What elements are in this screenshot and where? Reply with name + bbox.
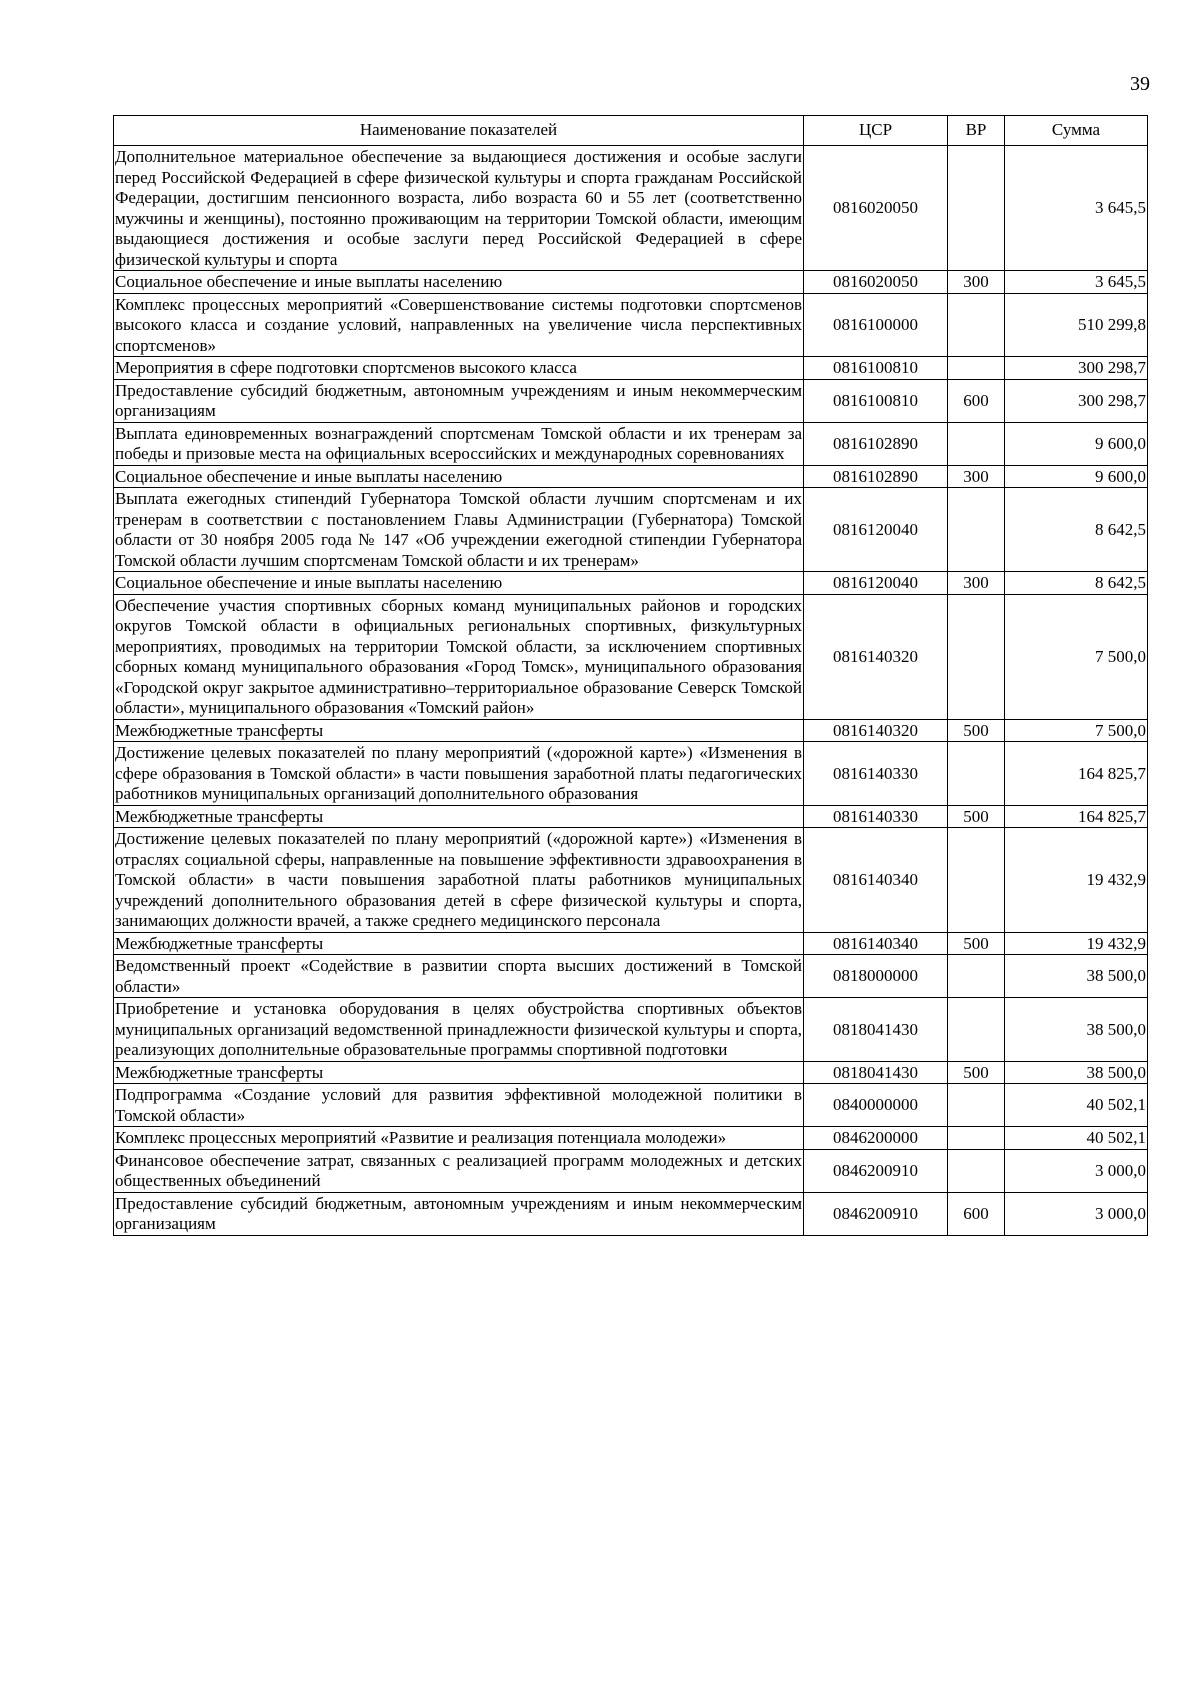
row-csr: 0816120040 bbox=[804, 488, 948, 572]
row-sum: 40 502,1 bbox=[1005, 1084, 1148, 1127]
row-vr: 500 bbox=[948, 932, 1005, 955]
table-row bbox=[114, 422, 1148, 465]
row-name: Приобретение и установка оборудования в целях обустройства спортивных объектов муниципальных организаций ведомственной принадлежности физической культуры и спорта, реализующих дополнительные образовательные программы спортивной подготовки bbox=[115, 999, 802, 1059]
table-row bbox=[114, 465, 1148, 488]
page-number: 39 bbox=[1130, 73, 1150, 95]
row-name: Ведомственный проект «Содействие в развитии спорта высших достижений в Томской области» bbox=[115, 956, 802, 996]
row-csr: 0816140340 bbox=[804, 932, 948, 955]
table-row bbox=[114, 955, 1148, 998]
row-sum: 300 298,7 bbox=[1005, 379, 1148, 422]
row-sum: 3 645,5 bbox=[1005, 271, 1148, 294]
table-row bbox=[114, 1061, 1148, 1084]
row-name: Финансовое обеспечение затрат, связанных с реализацией программ молодежных и детских общественных объединений bbox=[115, 1150, 802, 1190]
row-vr bbox=[948, 357, 1005, 380]
table-row bbox=[114, 1084, 1148, 1127]
row-name: Достижение целевых показателей по плану мероприятий («дорожной карте») «Изменения в отраслях социальной сферы, направленные на повышение эффективности здравоохранения в Томской области» в части повышения заработной платы работников муниципальных учреждений дополнительного образования детей в сфере физической культуры и спорта, занимающих должности врачей, а также среднего медицинского персонала bbox=[115, 829, 802, 930]
row-vr bbox=[948, 594, 1005, 719]
row-csr: 0816140340 bbox=[804, 828, 948, 933]
row-vr: 500 bbox=[948, 719, 1005, 742]
row-csr: 0816140330 bbox=[804, 805, 948, 828]
row-vr bbox=[948, 422, 1005, 465]
row-sum: 510 299,8 bbox=[1005, 293, 1148, 357]
row-vr: 600 bbox=[948, 1192, 1005, 1235]
row-vr bbox=[948, 998, 1005, 1062]
row-vr bbox=[948, 293, 1005, 357]
table-row bbox=[114, 998, 1148, 1062]
row-vr bbox=[948, 955, 1005, 998]
table-row bbox=[114, 1149, 1148, 1192]
row-name: Межбюджетные трансферты bbox=[114, 805, 804, 828]
table-row bbox=[114, 1127, 1148, 1150]
row-csr: 0818000000 bbox=[804, 955, 948, 998]
row-csr: 0818041430 bbox=[804, 998, 948, 1062]
table-row bbox=[114, 742, 1148, 806]
row-sum: 7 500,0 bbox=[1005, 719, 1148, 742]
row-sum: 164 825,7 bbox=[1005, 805, 1148, 828]
row-sum: 9 600,0 bbox=[1005, 465, 1148, 488]
table-row bbox=[114, 594, 1148, 719]
row-vr bbox=[948, 1084, 1005, 1127]
table-row bbox=[114, 357, 1148, 380]
row-vr bbox=[948, 146, 1005, 271]
table-row bbox=[114, 146, 1148, 271]
row-name: Достижение целевых показателей по плану мероприятий («дорожной карте») «Изменения в сфере образования в Томской области» в части повышения заработной платы педагогических работников муниципальных организаций дополнительного образования bbox=[115, 743, 802, 803]
row-csr: 0816100000 bbox=[804, 293, 948, 357]
budget-table bbox=[113, 115, 1148, 1236]
row-name: Межбюджетные трансферты bbox=[114, 719, 804, 742]
row-vr: 600 bbox=[948, 379, 1005, 422]
table-row bbox=[114, 719, 1148, 742]
row-csr: 0816140320 bbox=[804, 594, 948, 719]
row-name: Предоставление субсидий бюджетным, автономным учреждениям и иным некоммерческим организациям bbox=[115, 380, 802, 420]
header-sum: Сумма bbox=[1005, 116, 1148, 146]
table-row bbox=[114, 488, 1148, 572]
row-vr: 300 bbox=[948, 572, 1005, 595]
row-vr bbox=[948, 1127, 1005, 1150]
table-row bbox=[114, 379, 1148, 422]
row-vr: 500 bbox=[948, 805, 1005, 828]
row-sum: 8 642,5 bbox=[1005, 488, 1148, 572]
row-csr: 0816140330 bbox=[804, 742, 948, 806]
row-csr: 0846200910 bbox=[804, 1192, 948, 1235]
table-row bbox=[114, 932, 1148, 955]
table-row bbox=[114, 1192, 1148, 1235]
row-vr: 500 bbox=[948, 1061, 1005, 1084]
row-csr: 0816140320 bbox=[804, 719, 948, 742]
row-name: Предоставление субсидий бюджетным, автономным учреждениям и иным некоммерческим организациям bbox=[115, 1193, 802, 1233]
row-csr: 0816100810 bbox=[804, 379, 948, 422]
row-name: Социальное обеспечение и иные выплаты населению bbox=[114, 465, 804, 488]
row-name: Выплата ежегодных стипендий Губернатора Томской области лучшим спортсменам и их тренерам в соответствии с постановлением Главы Администрации (Губернатора) Томской области от 30 ноября 2005 года № 147 «Об учреждении ежегодной стипендии Губернатора Томской области лучшим спортсменам Томской области и их тренерам» bbox=[115, 489, 802, 570]
row-name: Дополнительное материальное обеспечение за выдающиеся достижения и особые заслуги перед Российской Федерацией в сфере физической культуры и спорта гражданам Российской Федерации, достигшим пенсионного возраста, либо возраста 60 и 55 лет (соответственно мужчины и женщины), постоянно проживающим на территории Томской области, имеющим выдающиеся достижения и особые заслуги перед Российской Федерацией в сфере физической культуры и спорта bbox=[115, 147, 802, 269]
row-name: Межбюджетные трансферты bbox=[114, 932, 804, 955]
row-name: Обеспечение участия спортивных сборных команд муниципальных районов и городских округов Томской области в официальных региональных спортивных, физкультурных мероприятиях, проводимых на территории Томской области, за исключением спортивных сборных команд муниципального образования «Город Томск», муниципального образования «Городской округ закрытое административно–территориальное образование Северск Томской области», муниципального образования «Томский район» bbox=[115, 595, 802, 717]
row-vr bbox=[948, 488, 1005, 572]
row-csr: 0816120040 bbox=[804, 572, 948, 595]
row-csr: 0816020050 bbox=[804, 271, 948, 294]
row-name: Комплекс процессных мероприятий «Развитие и реализация потенциала молодежи» bbox=[114, 1127, 804, 1150]
row-name: Социальное обеспечение и иные выплаты населению bbox=[114, 572, 804, 595]
row-name: Межбюджетные трансферты bbox=[114, 1061, 804, 1084]
row-sum: 3 645,5 bbox=[1005, 146, 1148, 271]
row-vr: 300 bbox=[948, 465, 1005, 488]
header-name: Наименование показателей bbox=[114, 116, 804, 146]
row-name: Комплекс процессных мероприятий «Совершенствование системы подготовки спортсменов высокого класса и создание условий, направленных на увеличение числа перспективных спортсменов» bbox=[115, 294, 802, 355]
table-row bbox=[114, 572, 1148, 595]
table-row bbox=[114, 271, 1148, 294]
row-csr: 0846200910 bbox=[804, 1149, 948, 1192]
row-sum: 38 500,0 bbox=[1005, 998, 1148, 1062]
row-sum: 38 500,0 bbox=[1005, 1061, 1148, 1084]
row-sum: 3 000,0 bbox=[1005, 1192, 1148, 1235]
row-sum: 38 500,0 bbox=[1005, 955, 1148, 998]
row-sum: 164 825,7 bbox=[1005, 742, 1148, 806]
row-vr: 300 bbox=[948, 271, 1005, 294]
row-sum: 40 502,1 bbox=[1005, 1127, 1148, 1150]
row-sum: 9 600,0 bbox=[1005, 422, 1148, 465]
table-row bbox=[114, 293, 1148, 357]
row-sum: 19 432,9 bbox=[1005, 828, 1148, 933]
row-sum: 19 432,9 bbox=[1005, 932, 1148, 955]
row-csr: 0840000000 bbox=[804, 1084, 948, 1127]
header-csr: ЦСР bbox=[804, 116, 948, 146]
table-row bbox=[114, 828, 1148, 933]
row-csr: 0816020050 bbox=[804, 146, 948, 271]
row-csr: 0816102890 bbox=[804, 465, 948, 488]
row-vr bbox=[948, 742, 1005, 806]
row-csr: 0816100810 bbox=[804, 357, 948, 380]
row-name: Социальное обеспечение и иные выплаты населению bbox=[114, 271, 804, 294]
row-sum: 7 500,0 bbox=[1005, 594, 1148, 719]
row-csr: 0816102890 bbox=[804, 422, 948, 465]
header-vr: ВР bbox=[948, 116, 1005, 146]
row-csr: 0818041430 bbox=[804, 1061, 948, 1084]
row-sum: 3 000,0 bbox=[1005, 1149, 1148, 1192]
table-row bbox=[114, 805, 1148, 828]
row-name: Мероприятия в сфере подготовки спортсменов высокого класса bbox=[114, 357, 804, 380]
row-sum: 300 298,7 bbox=[1005, 357, 1148, 380]
row-sum: 8 642,5 bbox=[1005, 572, 1148, 595]
row-vr bbox=[948, 1149, 1005, 1192]
row-name: Выплата единовременных вознаграждений спортсменам Томской области и их тренерам за победы и призовые места на официальных всероссийских и международных соревнованиях bbox=[115, 423, 802, 463]
row-csr: 0846200000 bbox=[804, 1127, 948, 1150]
row-vr bbox=[948, 828, 1005, 933]
row-name: Подпрограмма «Создание условий для развития эффективной молодежной политики в Томской области» bbox=[115, 1085, 802, 1125]
table-header-row bbox=[114, 116, 1148, 146]
